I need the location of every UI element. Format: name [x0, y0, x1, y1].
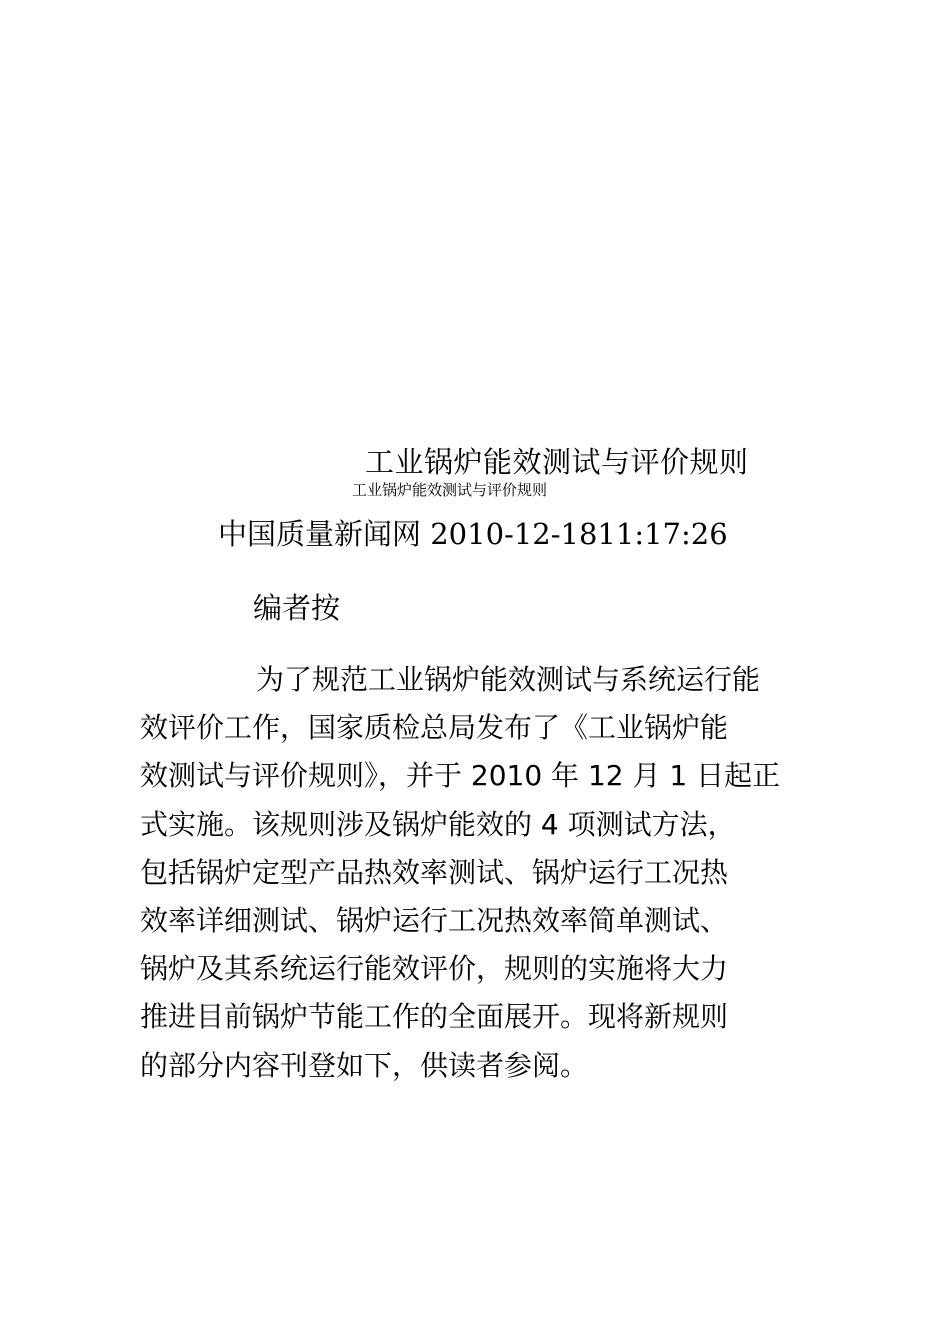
paragraph-line: 效率详细测试、锅炉运行工况热效率简单测试、	[140, 903, 729, 937]
paragraph-line: 为了规范工业锅炉能效测试与系统运行能	[256, 663, 761, 696]
document-subtitle: 工业锅炉能效测试与评价规则	[352, 481, 548, 499]
body-paragraph	[140, 656, 820, 1090]
paragraph-line: 式实施。该规则涉及锅炉能效的 4 项测试方法，	[140, 807, 736, 841]
paragraph-line: 的部分内容刊登如下，供读者参阅。	[140, 1048, 589, 1082]
paragraph-line: 效测试与评价规则》，并于 2010 年 12 月 1 日起正	[140, 759, 781, 793]
editor-note-heading: 编者按	[253, 591, 341, 625]
paragraph-line: 包括锅炉定型产品热效率测试、锅炉运行工况热	[140, 855, 729, 889]
paragraph-line: 推进目前锅炉节能工作的全面展开。现将新规则	[140, 1000, 729, 1034]
document-title: 工业锅炉能效测试与评价规则	[365, 445, 749, 479]
source-dateline: 中国质量新闻网 2010-12-1811:17:26	[218, 517, 728, 551]
paragraph-line: 锅炉及其系统运行能效评价，规则的实施将大力	[140, 952, 729, 986]
paragraph-line: 效评价工作，国家质检总局发布了《工业锅炉能	[140, 711, 729, 745]
